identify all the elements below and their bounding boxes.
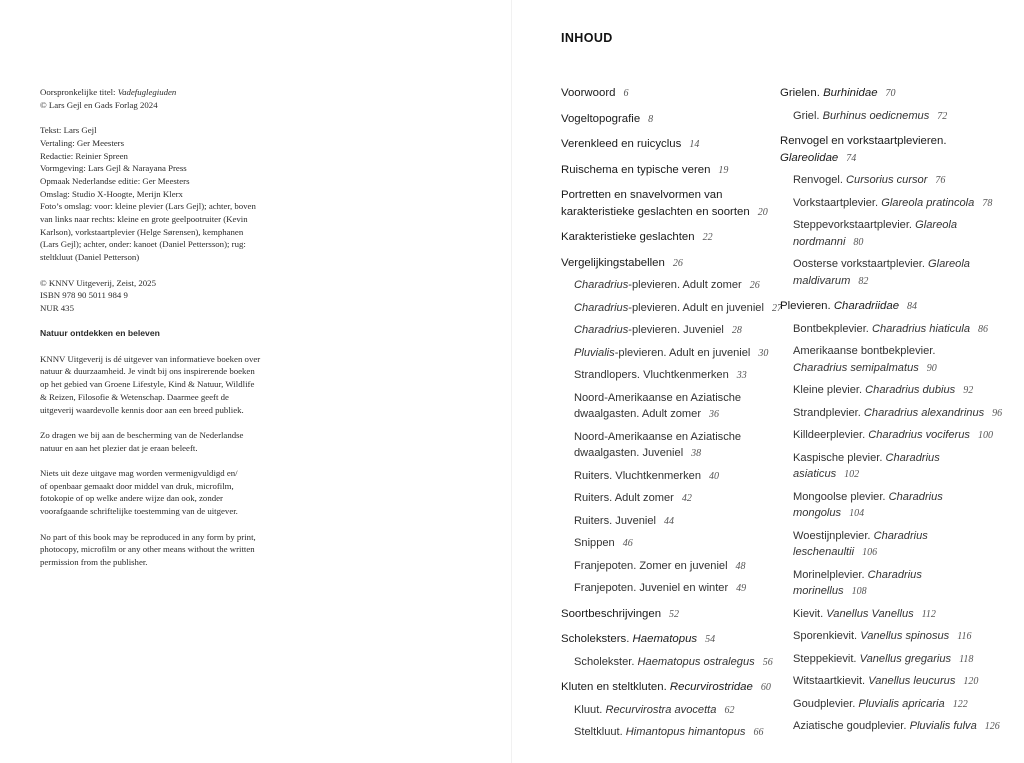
entry-title: Amerikaanse bontbekplevier. bbox=[793, 345, 936, 357]
page-number: 49 bbox=[736, 583, 747, 594]
page-number: 30 bbox=[758, 347, 769, 359]
toc-entry-line bbox=[793, 217, 1000, 234]
toc-entry-line bbox=[561, 631, 771, 649]
toc-entry-line bbox=[561, 255, 771, 273]
publisher-block bbox=[40, 277, 272, 315]
toc-entry-line bbox=[574, 654, 771, 672]
text-line: of openbaar gemaakt door middel van druk, microfilm, bbox=[40, 480, 234, 491]
page-number: 86 bbox=[978, 323, 988, 335]
toc-entry-line bbox=[561, 136, 771, 154]
scientific-name: Charadrius bbox=[867, 568, 922, 581]
text-line: © KNNV Uitgeverij, Zeist, 2025 bbox=[40, 277, 156, 288]
text-line: uitgeverij waardevolle kennis door aan een breed publiek. bbox=[40, 404, 244, 415]
toc-chapter-entry bbox=[561, 606, 771, 624]
toc-entry-line bbox=[561, 606, 771, 624]
toc-section-entry bbox=[780, 651, 1000, 669]
scientific-name: Charadrius dubius bbox=[865, 384, 956, 396]
toc-entry-line bbox=[561, 679, 771, 697]
toc-section-entry bbox=[780, 256, 1000, 290]
text-line: natuur & duurzaamheid. Je vindt bij ons inspirerende boeken bbox=[40, 366, 255, 377]
entry-title: Sporenkievit. bbox=[793, 630, 861, 642]
toc-entry-line bbox=[574, 300, 782, 318]
toc-chapter-entry bbox=[561, 85, 771, 103]
scientific-name: Charadrius bbox=[574, 324, 629, 336]
page-number: 116 bbox=[957, 631, 972, 642]
entry-title: Noord-Amerikaanse en Aziatische bbox=[574, 430, 742, 443]
entry-title: Ruischema en typische veren bbox=[561, 163, 711, 176]
text-line: NUR 435 bbox=[40, 302, 74, 313]
text-line: & Reizen, Filosofie & Wetenschap. Daarmee geeft de bbox=[40, 391, 229, 402]
toc-entry-line bbox=[574, 535, 771, 553]
text-line: steltkluut (Daniel Petterson) bbox=[40, 252, 140, 263]
text-line: fotokopie of op welke andere wijze dan ook, zonder bbox=[40, 493, 223, 504]
entry-title: Kluten en steltkluten. bbox=[561, 681, 670, 693]
toc-section-entry bbox=[561, 390, 771, 424]
entry-title: Karakteristieke geslachten bbox=[561, 231, 695, 243]
scientific-name: leschenaultii bbox=[793, 546, 855, 558]
toc-section-entry bbox=[780, 450, 1000, 484]
scientific-name: Charadrius hiaticula bbox=[871, 322, 970, 335]
page-number: 26 bbox=[749, 280, 760, 291]
toc-column-2 bbox=[780, 85, 1003, 736]
entry-title: Scholeksters. bbox=[561, 633, 633, 645]
toc-section-entry bbox=[561, 654, 771, 672]
text-line: natuur en aan het plezier dat je eraan beleeft. bbox=[40, 442, 198, 453]
page-number: 33 bbox=[736, 370, 747, 381]
original-title: Vadefuglegiuden bbox=[117, 87, 177, 97]
scientific-name: Vanellus spinosus bbox=[860, 630, 950, 642]
toc-chapter-entry bbox=[561, 679, 771, 697]
text-line: Omslag: Studio X-Hoogte, Merijn Klerx bbox=[40, 188, 183, 199]
entry-title: Renvogel. bbox=[793, 174, 847, 186]
page-number: 112 bbox=[921, 608, 936, 620]
toc-entry-line bbox=[793, 673, 1000, 691]
entry-title: Soortbeschrijvingen bbox=[561, 607, 662, 620]
page-gutter bbox=[511, 0, 512, 763]
text-line: Zo dragen we bij aan de bescherming van de Nederlandse bbox=[40, 429, 244, 440]
page-number: 28 bbox=[731, 325, 742, 336]
entry-title: Witstaartkievit. bbox=[793, 675, 869, 687]
text-line: (Lars Gejl); achter, onder: kanoet (Daniel Pettersson); rug: bbox=[40, 239, 246, 250]
page-number: 54 bbox=[705, 634, 716, 645]
page-number: 92 bbox=[963, 385, 974, 396]
toc-entry-line bbox=[793, 466, 1000, 484]
entry-title: Morinelplevier. bbox=[793, 568, 868, 581]
toc-entry-line bbox=[574, 468, 771, 486]
page-number: 38 bbox=[691, 448, 702, 459]
toc-section-entry bbox=[780, 489, 1000, 523]
toc-entry-line bbox=[780, 150, 1000, 168]
page-number: 14 bbox=[689, 139, 700, 150]
toc-entry-line bbox=[561, 204, 771, 222]
toc-entry-line bbox=[574, 702, 771, 720]
scientific-name: Glareolidae bbox=[780, 151, 839, 164]
entry-title: Killdeerplevier. bbox=[793, 429, 869, 441]
toc-entry-line bbox=[793, 606, 1000, 624]
toc-section-entry bbox=[780, 606, 1000, 624]
toc-entry-line bbox=[574, 724, 771, 742]
page-number: 122 bbox=[952, 698, 968, 710]
toc-section-entry bbox=[780, 718, 1000, 736]
entry-title: Kaspische plevier. bbox=[793, 451, 886, 464]
toc-entry-line bbox=[793, 273, 1000, 291]
original-title-line: Oorspronkelijke titel: Vadefuglegiuden bbox=[40, 87, 177, 97]
page-number: 62 bbox=[724, 704, 735, 716]
toc-entry-line bbox=[574, 513, 771, 531]
scientific-name: Vanellus gregarius bbox=[859, 652, 952, 665]
scientific-name: Charadrius bbox=[885, 451, 940, 464]
page-number: 56 bbox=[762, 656, 773, 668]
toc-entry-line bbox=[574, 580, 771, 598]
page-number: 6 bbox=[623, 88, 629, 99]
protection-statement bbox=[40, 429, 272, 454]
entry-title: Voorwoord bbox=[561, 87, 616, 99]
toc-chapter-entry bbox=[561, 229, 771, 247]
toc-chapter-entry bbox=[780, 133, 1000, 167]
entry-title: Verenkleed en ruicyclus bbox=[561, 138, 682, 150]
scientific-name: Himantopus himantopus bbox=[625, 726, 746, 738]
toc-chapter-entry bbox=[561, 631, 771, 649]
toc-section-entry bbox=[780, 673, 1000, 691]
toc-section-entry bbox=[780, 343, 1000, 377]
toc-entry-line bbox=[574, 367, 771, 385]
page-number: 70 bbox=[885, 88, 896, 99]
text-line: Niets uit deze uitgave mag worden vermenigvuldigd en/ bbox=[40, 468, 238, 478]
toc-entry-line bbox=[793, 195, 1000, 213]
toc-entry-line bbox=[793, 544, 1000, 562]
toc-entry-line bbox=[793, 234, 1000, 252]
toc-entry-line bbox=[793, 450, 1000, 467]
entry-title: Bontbekplevier. bbox=[793, 322, 872, 335]
entry-title: Scholekster. bbox=[574, 655, 638, 668]
toc-entry-line bbox=[793, 628, 1000, 646]
toc-chapter-entry bbox=[561, 187, 771, 221]
toc-entry-line bbox=[793, 321, 1000, 339]
page-number: 48 bbox=[735, 560, 746, 572]
page-number: 42 bbox=[681, 493, 692, 504]
scientific-name: Recurvirostridae bbox=[669, 681, 753, 693]
entry-title: dwaalgasten. Adult zomer bbox=[574, 408, 702, 420]
page-number: 82 bbox=[858, 275, 869, 287]
page-number: 120 bbox=[963, 676, 979, 687]
entry-title: Ruiters. Adult zomer bbox=[574, 492, 674, 504]
toc-chapter-entry bbox=[561, 111, 771, 129]
toc-entry-line bbox=[780, 85, 1000, 103]
entry-title: Aziatische goudplevier. bbox=[793, 720, 910, 732]
entry-title: Franjepoten. Zomer en juveniel bbox=[574, 559, 728, 572]
entry-title: Vorkstaartplevier. bbox=[793, 196, 882, 209]
toc-section-entry bbox=[780, 108, 1000, 126]
entry-title: Mongoolse plevier. bbox=[793, 490, 889, 503]
toc-section-entry bbox=[561, 345, 771, 363]
toc-entry-line bbox=[793, 360, 1000, 378]
page-number: 108 bbox=[851, 586, 867, 597]
scientific-name: Charadrius bbox=[888, 490, 943, 503]
entry-title: Kluut. bbox=[574, 703, 606, 716]
scientific-name: Pluvialis apricaria bbox=[858, 697, 945, 710]
toc-entry-line bbox=[574, 345, 771, 363]
scientific-name: Burhinus oedicnemus bbox=[822, 109, 930, 122]
toc-entry-line bbox=[574, 558, 771, 576]
toc-chapter-entry bbox=[561, 255, 771, 273]
page-number: 36 bbox=[709, 409, 720, 420]
page-number: 44 bbox=[664, 515, 675, 527]
entry-title: Steltkluut. bbox=[574, 726, 626, 738]
entry-title: Griel. bbox=[793, 109, 823, 122]
entry-title: Goudplevier. bbox=[793, 697, 859, 710]
credits-block bbox=[40, 124, 272, 264]
entry-title: Portretten en snavelvormen van bbox=[561, 189, 723, 201]
toc-entry-line bbox=[574, 406, 771, 424]
toc-column-1 bbox=[561, 85, 782, 742]
entry-title: -plevieren. Adult zomer bbox=[628, 279, 742, 291]
toc-entry-line bbox=[780, 298, 1000, 316]
toc-entry-line bbox=[793, 651, 1000, 669]
text-line: Redactie: Reinier Spreen bbox=[40, 150, 128, 161]
entry-title: Vergelijkingstabellen bbox=[561, 256, 665, 269]
toc-section-entry bbox=[561, 277, 771, 295]
toc-section-entry bbox=[780, 405, 1003, 423]
toc-entry-line bbox=[793, 505, 1000, 523]
entry-title: Renvogel en vorkstaartplevieren. bbox=[780, 135, 947, 147]
scientific-name: Vanellus Vanellus bbox=[826, 607, 914, 620]
scientific-name: maldivarum bbox=[793, 274, 851, 287]
toc-entry-line bbox=[793, 718, 1000, 736]
entry-title: Franjepoten. Juveniel en winter bbox=[574, 582, 729, 594]
page-number: 60 bbox=[760, 682, 771, 693]
page-number: 104 bbox=[849, 508, 865, 519]
text-line: photocopy, microfilm or any other means without the written bbox=[40, 544, 255, 555]
toc-entry-line bbox=[561, 111, 771, 129]
toc-entry-line bbox=[793, 256, 1000, 273]
entry-title: Steppevorkstaartplevier. bbox=[793, 219, 916, 231]
page-number: 27 bbox=[771, 302, 782, 314]
toc-entry-line bbox=[574, 429, 771, 446]
toc-entry-line bbox=[793, 583, 1000, 601]
toc-section-entry bbox=[561, 535, 771, 553]
colophon-heading: Natuur ontdekken en beleven bbox=[40, 328, 160, 339]
toc-entry-line bbox=[561, 162, 771, 180]
entry-title: Kleine plevier. bbox=[793, 384, 866, 396]
text-line: Foto’s omslag: voor: kleine plevier (Lars Gejl); achter, boven bbox=[40, 201, 256, 212]
toc-section-entry bbox=[561, 468, 771, 486]
scientific-name: Burhinidae bbox=[823, 87, 878, 99]
page-number: 118 bbox=[959, 653, 974, 665]
entry-title: -plevieren. Adult en juveniel bbox=[628, 301, 764, 314]
page-number: 80 bbox=[853, 236, 864, 248]
toc-section-entry bbox=[780, 696, 1000, 714]
page-number: 100 bbox=[977, 430, 993, 441]
toc-entry-line bbox=[793, 489, 1000, 506]
entry-title: Strandlopers. Vluchtkenmerken bbox=[574, 369, 729, 381]
toc-entry-line bbox=[793, 696, 1000, 714]
toc-entry-line bbox=[793, 567, 1000, 584]
text-line: op het gebied van Groene Lifestyle, Kind & Natuur, Wildlife bbox=[40, 379, 255, 390]
page-number: 26 bbox=[672, 257, 683, 269]
original-title-block bbox=[40, 86, 272, 111]
toc-section-entry bbox=[780, 628, 1000, 646]
page-number: 72 bbox=[937, 110, 948, 122]
entry-title: karakteristieke geslachten en soorten bbox=[561, 205, 750, 218]
toc-entry-line bbox=[574, 322, 771, 340]
scientific-name: Charadrius alexandrinus bbox=[863, 406, 985, 419]
toc-section-entry bbox=[561, 580, 771, 598]
toc-section-entry bbox=[561, 558, 771, 576]
toc-entry-line bbox=[793, 172, 1000, 190]
toc-section-entry bbox=[780, 382, 1000, 400]
toc-section-entry bbox=[780, 217, 1000, 251]
text-line: Tekst: Lars Gejl bbox=[40, 125, 97, 136]
rights-notice-en bbox=[40, 531, 272, 569]
toc-entry-line bbox=[780, 133, 1000, 150]
entry-title: -plevieren. Juveniel bbox=[628, 324, 724, 336]
scientific-name: Haematopus bbox=[632, 633, 698, 645]
entry-title: -plevieren. Adult en juveniel bbox=[614, 346, 751, 359]
page-number: 84 bbox=[907, 301, 918, 312]
page-number: 90 bbox=[926, 362, 937, 374]
publisher-intro bbox=[40, 353, 272, 417]
page-number: 106 bbox=[862, 547, 878, 558]
toc-section-entry bbox=[561, 724, 771, 742]
page-number: 40 bbox=[709, 470, 720, 482]
page-number: 126 bbox=[984, 721, 1000, 732]
toc-entry-line bbox=[793, 108, 1000, 126]
text-line: KNNV Uitgeverij is dé uitgever van informatieve boeken over bbox=[40, 353, 261, 364]
colophon bbox=[40, 86, 272, 581]
toc-chapter-entry bbox=[561, 136, 771, 154]
text-line: ISBN 978 90 5011 984 9 bbox=[40, 290, 128, 301]
toc-entry-line bbox=[561, 187, 771, 204]
rights-notice-nl bbox=[40, 467, 272, 518]
toc-section-entry bbox=[780, 172, 1000, 190]
scientific-name: Haematopus ostralegus bbox=[637, 655, 755, 668]
toc-section-entry bbox=[780, 567, 1000, 601]
toc-entry-line bbox=[793, 528, 1000, 545]
page-number: 8 bbox=[648, 113, 654, 125]
toc-section-entry bbox=[561, 367, 771, 385]
toc-entry-line bbox=[561, 85, 771, 103]
text-line: Opmaak Nederlandse editie: Ger Meesters bbox=[40, 175, 190, 186]
entry-title: Ruiters. Vluchtkenmerken bbox=[574, 469, 702, 482]
scientific-name: Vanellus leucurus bbox=[868, 675, 956, 687]
scientific-name: Glareola bbox=[928, 258, 970, 270]
scientific-name: Pluvialis fulva bbox=[909, 720, 977, 732]
original-copyright: © Lars Gejl en Gads Forlag 2024 bbox=[40, 99, 158, 110]
scientific-name: asiaticus bbox=[793, 468, 837, 480]
entry-title: Kievit. bbox=[793, 607, 827, 620]
page-number: 46 bbox=[622, 538, 633, 549]
scientific-name: Glareola pratincola bbox=[881, 196, 975, 209]
scientific-name: mongolus bbox=[793, 507, 842, 519]
page-number: 20 bbox=[757, 206, 768, 218]
toc-entry-line bbox=[793, 427, 1000, 445]
page-number: 78 bbox=[982, 197, 993, 209]
toc-entry-line bbox=[574, 277, 771, 295]
entry-title: Ruiters. Juveniel bbox=[574, 514, 657, 527]
toc-section-entry bbox=[780, 528, 1000, 562]
scientific-name: Charadrius vociferus bbox=[868, 429, 970, 441]
toc-entry-line bbox=[793, 405, 1003, 423]
toc-entry-line bbox=[793, 343, 1000, 360]
scientific-name: Pluvialis bbox=[574, 346, 615, 359]
toc-section-entry bbox=[780, 427, 1000, 445]
toc-title: INHOUD bbox=[561, 31, 613, 45]
page-number: 102 bbox=[844, 469, 860, 480]
scientific-name: Charadrius semipalmatus bbox=[793, 361, 919, 374]
scientific-name: Charadrius bbox=[574, 301, 629, 314]
entry-title: Oosterse vorkstaartplevier. bbox=[793, 258, 929, 270]
page-number: 22 bbox=[702, 232, 713, 243]
toc-entry-line bbox=[793, 382, 1000, 400]
scientific-name: Charadrius bbox=[873, 529, 928, 542]
entry-title: Noord-Amerikaanse en Aziatische bbox=[574, 391, 742, 404]
toc-section-entry bbox=[561, 490, 771, 508]
text-line: permission from the publisher. bbox=[40, 556, 148, 567]
scientific-name: Recurvirostra avocetta bbox=[605, 703, 717, 716]
page-number: 66 bbox=[753, 727, 764, 738]
toc-section-entry bbox=[561, 513, 771, 531]
entry-title: Woestijnplevier. bbox=[793, 529, 874, 542]
scientific-name: morinellus bbox=[793, 585, 844, 597]
entry-title: Strandplevier. bbox=[793, 406, 864, 419]
entry-title: Grielen. bbox=[780, 87, 824, 99]
text-line: Karlson), vorkstaartplevier (Helge Sørensen), kemphanen bbox=[40, 226, 244, 237]
page-number: 52 bbox=[669, 608, 680, 620]
toc-section-entry bbox=[561, 702, 771, 720]
page-number: 19 bbox=[718, 164, 729, 176]
page-number: 76 bbox=[935, 175, 946, 186]
toc-entry-line bbox=[574, 490, 771, 508]
scientific-name: Charadriidae bbox=[833, 300, 900, 312]
entry-title: Snippen bbox=[574, 537, 615, 549]
text-line: No part of this book may be reproduced in any form by print, bbox=[40, 531, 256, 542]
toc-section-entry bbox=[561, 322, 771, 340]
toc-section-entry bbox=[561, 300, 782, 318]
toc-section-entry bbox=[561, 429, 771, 463]
toc-entry-line bbox=[574, 390, 771, 407]
page-number: 74 bbox=[846, 152, 857, 164]
scientific-name: Charadrius bbox=[574, 279, 629, 291]
entry-title: dwaalgasten. Juveniel bbox=[574, 447, 684, 459]
text-line: van links naar rechts: kleine en grote geelpootruiter (Kevin bbox=[40, 214, 248, 225]
scientific-name: Cursorius cursor bbox=[846, 174, 928, 186]
entry-title: Vogeltopografie bbox=[561, 112, 641, 125]
text-line: Vertaling: Ger Meesters bbox=[40, 137, 125, 148]
page-number: 96 bbox=[992, 407, 1003, 419]
toc-chapter-entry bbox=[780, 298, 1000, 316]
toc-entry-line bbox=[574, 445, 771, 463]
entry-title: Steppekievit. bbox=[793, 652, 860, 665]
toc-chapter-entry bbox=[561, 162, 771, 180]
scientific-name: Glareola bbox=[915, 219, 958, 231]
entry-title: Plevieren. bbox=[780, 300, 834, 312]
scientific-name: nordmanni bbox=[793, 235, 846, 248]
text-line: voorafgaande schriftelijke toestemming van de uitgever. bbox=[40, 506, 238, 517]
text-line: Vormgeving: Lars Gejl & Narayana Press bbox=[40, 163, 187, 174]
toc-section-entry bbox=[780, 195, 1000, 213]
toc-chapter-entry bbox=[780, 85, 1000, 103]
toc-entry-line bbox=[561, 229, 771, 247]
toc-section-entry bbox=[780, 321, 1000, 339]
